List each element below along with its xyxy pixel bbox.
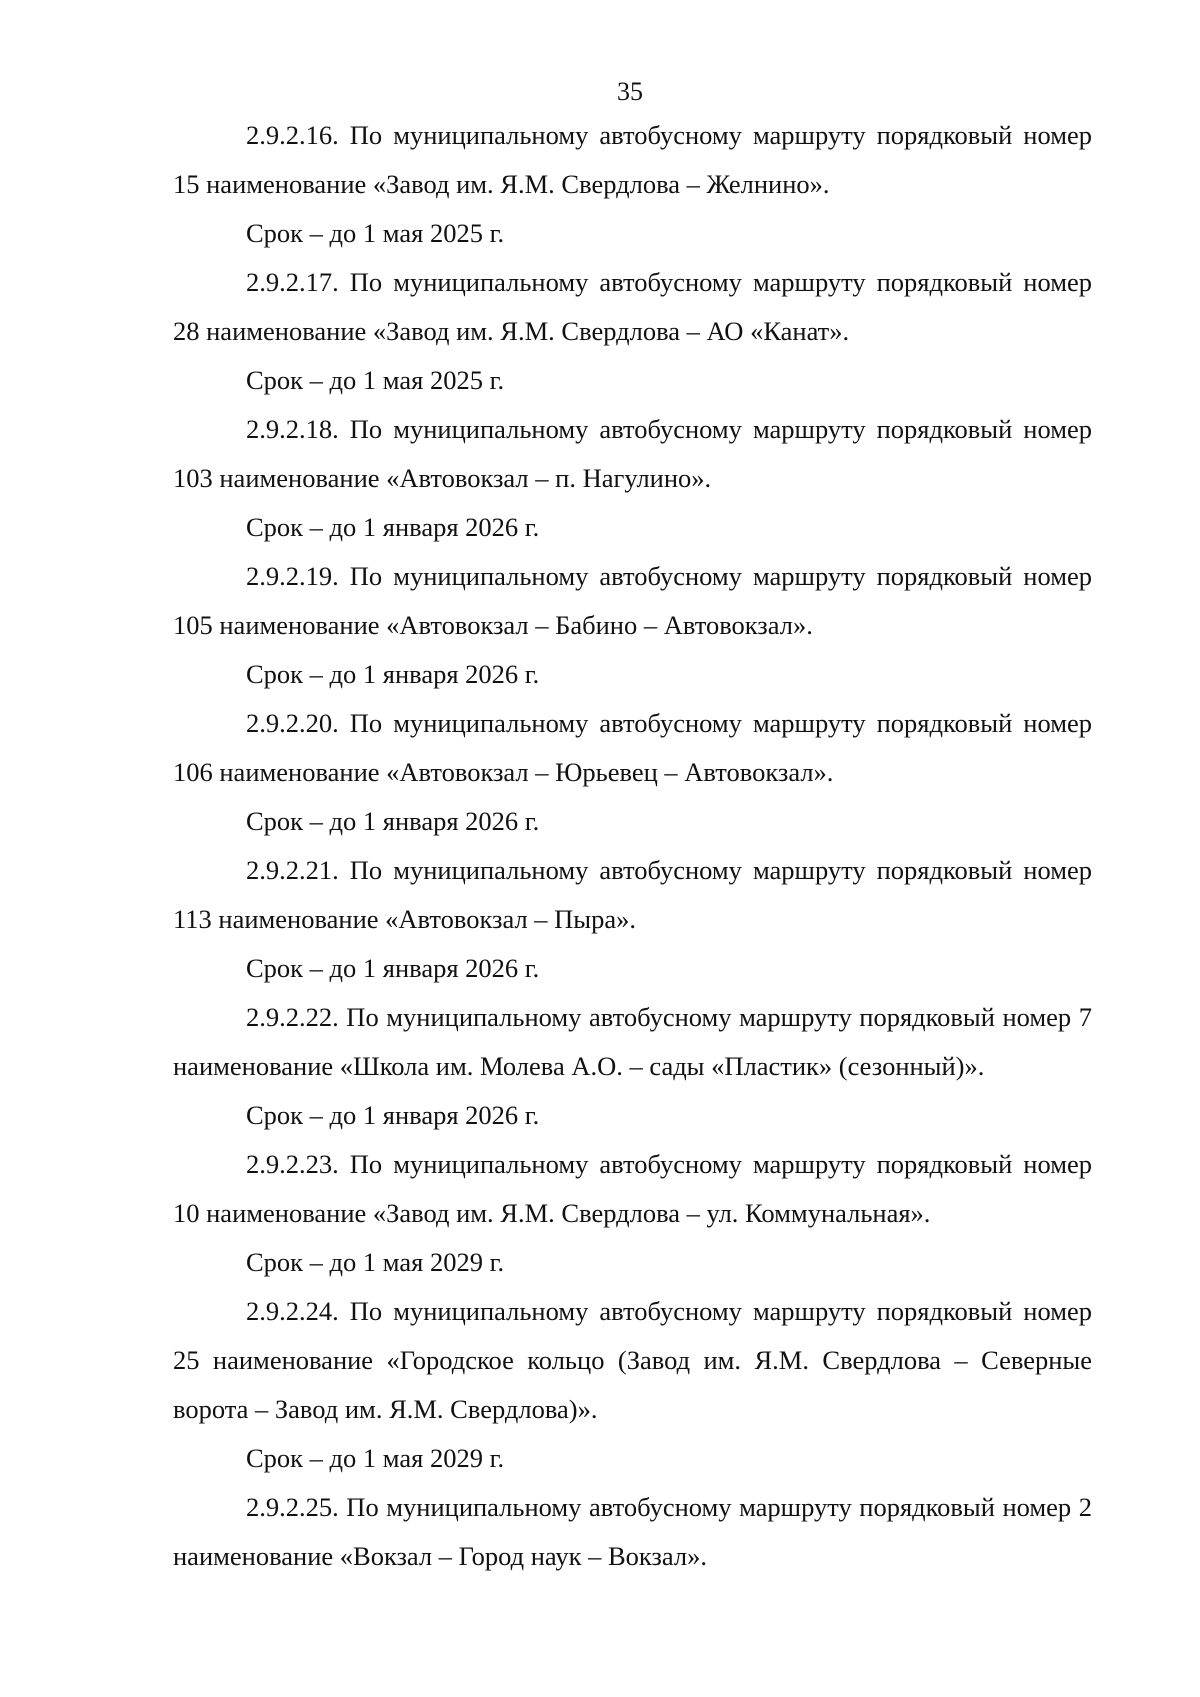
route-item: [173, 993, 1092, 1140]
route-item: [173, 1287, 1092, 1483]
route-item: [173, 699, 1092, 846]
route-description: 2.9.2.24. По муниципальному автобусному маршруту порядковый номер 25 наименование «Городское кольцо (Завод им. Я.М. Свердлова – Северные ворота – Завод им. Я.М. Свердлова)».: [173, 1296, 1092, 1424]
route-deadline: Срок – до 1 января 2026 г.: [246, 806, 540, 836]
route-deadline: Срок – до 1 мая 2029 г.: [246, 1443, 505, 1473]
route-item: [173, 405, 1092, 552]
route-description: 2.9.2.17. По муниципальному автобусному маршруту порядковый номер 28 наименование «Завод им. Я.М. Свердлова – АО «Канат».: [173, 267, 1092, 346]
route-description: 2.9.2.23. По муниципальному автобусному маршруту порядковый номер 10 наименование «Завод им. Я.М. Свердлова – ул. Коммунальная».: [173, 1149, 1092, 1228]
route-item: [173, 258, 1092, 405]
route-description: 2.9.2.20. По муниципальному автобусному маршруту порядковый номер 106 наименование «Автовокзал – Юрьевец – Автовокзал».: [173, 708, 1092, 787]
route-deadline: Срок – до 1 мая 2025 г.: [246, 218, 505, 248]
route-item: [173, 846, 1092, 993]
route-description: 2.9.2.21. По муниципальному автобусному маршруту порядковый номер 113 наименование «Автовокзал – Пыра».: [173, 855, 1092, 934]
route-item: [173, 1483, 1092, 1581]
route-deadline: Срок – до 1 января 2026 г.: [246, 1100, 540, 1130]
route-deadline: Срок – до 1 января 2026 г.: [246, 953, 540, 983]
route-description: 2.9.2.22. По муниципальному автобусному маршруту порядковый номер 7 наименование «Школа им. Молева А.О. – сады «Пластик» (сезонный)».: [173, 1002, 1092, 1081]
document-body: [173, 111, 1092, 1581]
page-number: 35: [617, 77, 643, 106]
route-item: [173, 111, 1092, 258]
route-description: 2.9.2.18. По муниципальному автобусному маршруту порядковый номер 103 наименование «Автовокзал – п. Нагулино».: [173, 414, 1092, 493]
route-deadline: Срок – до 1 мая 2029 г.: [246, 1247, 505, 1277]
route-description: 2.9.2.16. По муниципальному автобусному маршруту порядковый номер 15 наименование «Завод им. Я.М. Свердлова – Желнино».: [173, 120, 1092, 199]
route-item: [173, 1140, 1092, 1287]
route-deadline: Срок – до 1 января 2026 г.: [246, 659, 540, 689]
route-item: [173, 552, 1092, 699]
route-deadline: Срок – до 1 января 2026 г.: [246, 512, 540, 542]
route-description: 2.9.2.19. По муниципальному автобусному маршруту порядковый номер 105 наименование «Автовокзал – Бабино – Автовокзал».: [173, 561, 1092, 640]
route-description: 2.9.2.25. По муниципальному автобусному маршруту порядковый номер 2 наименование «Вокзал – Город наук – Вокзал».: [173, 1492, 1092, 1571]
route-deadline: Срок – до 1 мая 2025 г.: [246, 365, 505, 395]
